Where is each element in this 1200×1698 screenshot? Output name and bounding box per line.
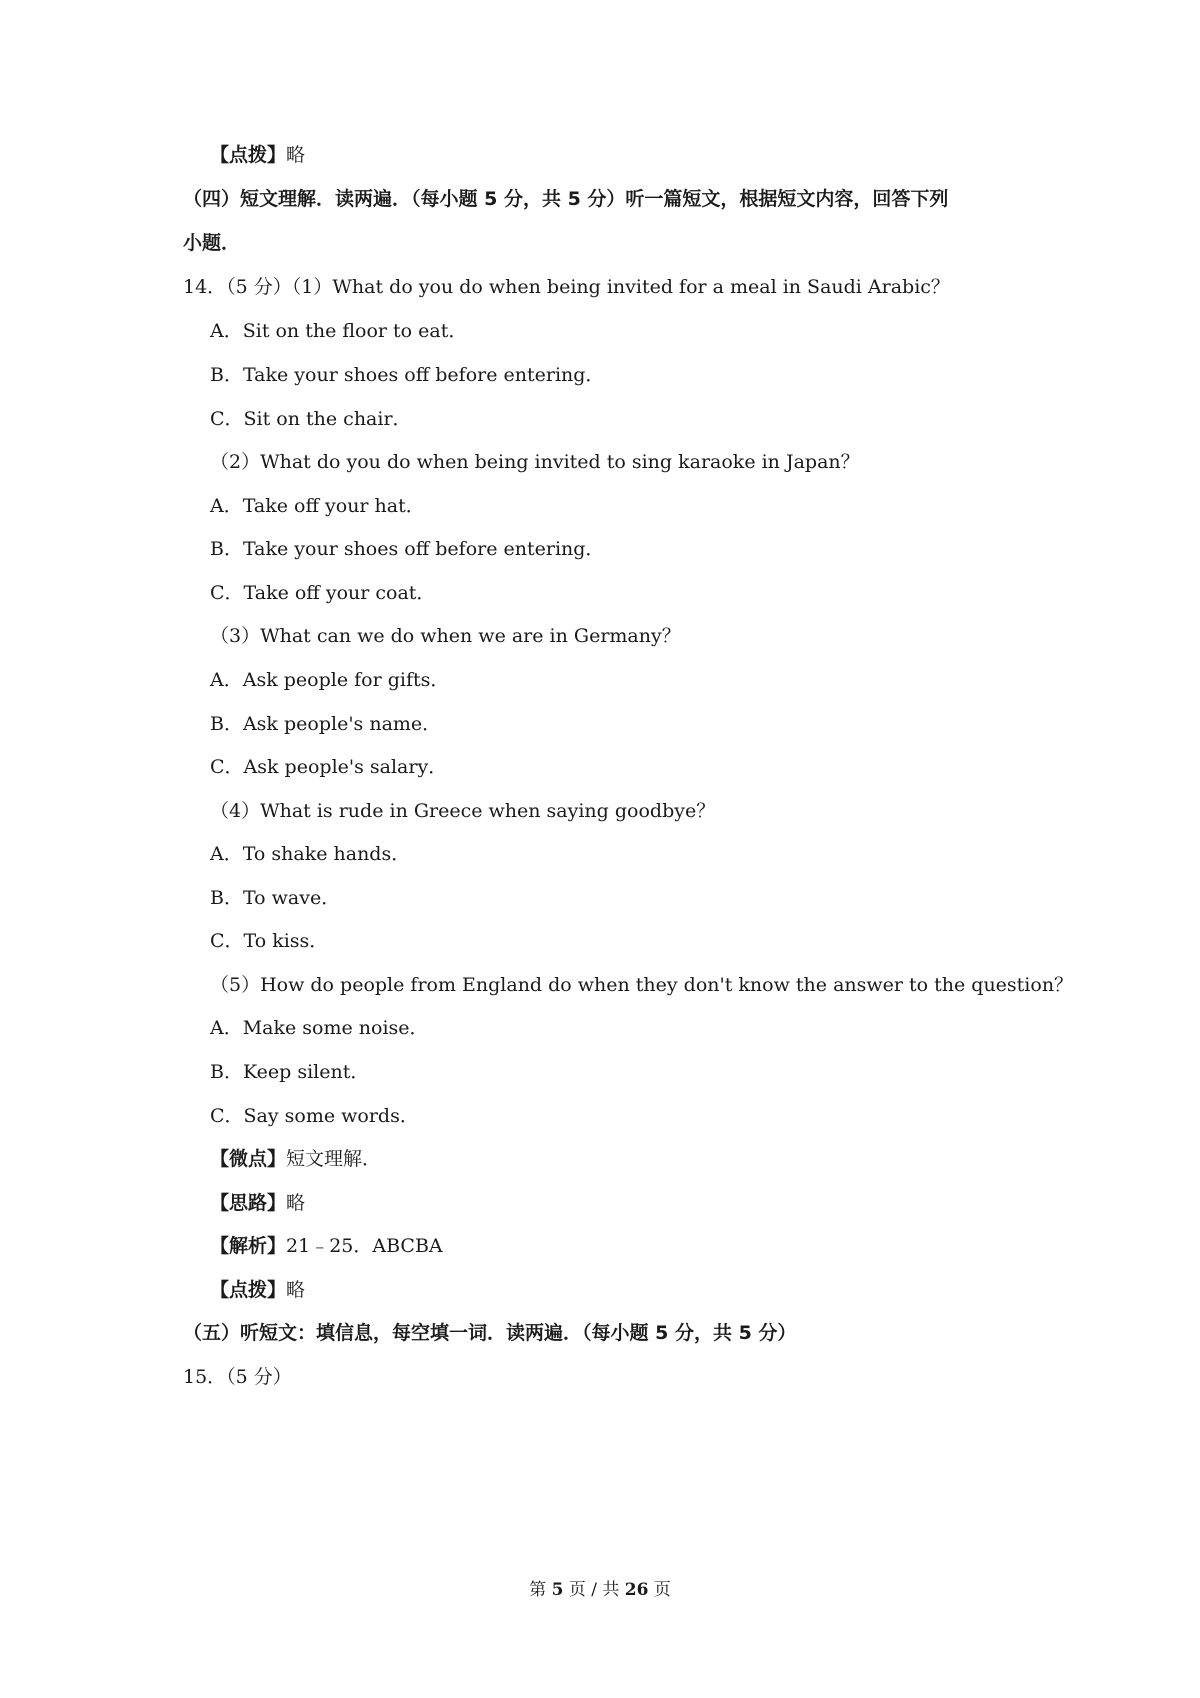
approach-line	[210, 1190, 305, 1216]
sub-question-2: （2）What do you do when being invited to sing karaoke in Japan？	[210, 451, 860, 473]
option-line: B．To wave．	[210, 887, 341, 909]
option-line: B．Take your shoes off before entering．	[210, 538, 605, 560]
line-text: 略	[286, 1279, 306, 1301]
question-14: 14．（5 分）（1）What do you do when being invited for a meal in Saudi Arabic？	[183, 276, 950, 298]
option-line: B．Take your shoes off before entering．	[210, 364, 605, 386]
option-line: B．Ask people's name．	[210, 713, 442, 735]
line-text: 短文理解．	[286, 1148, 382, 1170]
section-four-heading-cont: 小题．	[183, 232, 241, 254]
line-text: 21﹣25．ABCBA	[286, 1235, 443, 1257]
footer-page-number: 5	[551, 1580, 564, 1600]
footer-mid: 页 / 共	[568, 1580, 620, 1600]
line-text: 略	[286, 144, 306, 166]
hint-line-2	[210, 1277, 305, 1303]
option-line: B．Keep silent．	[210, 1061, 370, 1083]
option-line: A．Take off your hat．	[210, 495, 425, 517]
hint-line-1	[210, 142, 305, 168]
footer-prefix: 第	[529, 1580, 547, 1600]
option-line: A．To shake hands．	[210, 843, 411, 865]
question-15: 15．（5 分）	[183, 1366, 292, 1388]
option-line: C．To kiss．	[210, 930, 329, 952]
footer-suffix: 页	[653, 1580, 671, 1600]
sub-question-3: （3）What can we do when we are in Germany？	[210, 625, 681, 647]
section-tag: 【解析】	[210, 1235, 287, 1257]
section-tag: 【点拨】	[210, 144, 287, 166]
line-text: 略	[286, 1192, 306, 1214]
sub-question-4: （4）What is rude in Greece when saying goodbye？	[210, 800, 716, 822]
option-line: C．Take off your coat．	[210, 582, 436, 604]
page-footer	[0, 1578, 1200, 1602]
option-line: C．Say some words．	[210, 1105, 419, 1127]
section-tag: 【点拨】	[210, 1279, 287, 1301]
option-line: C．Ask people's salary．	[210, 756, 448, 778]
section-four-heading: （四）短文理解．读两遍．（每小题 5 分，共 5 分）听一篇短文，根据短文内容，回答下列	[183, 188, 949, 210]
option-line: A．Make some noise．	[210, 1017, 429, 1039]
sub-question-5: （5）How do people from England do when they don't know the answer to the question？	[210, 974, 1074, 996]
option-line: C．Sit on the chair．	[210, 408, 412, 430]
analysis-line	[210, 1233, 443, 1259]
footer-total-pages: 26	[624, 1580, 649, 1600]
option-line: A．Sit on the floor to eat．	[210, 320, 468, 342]
section-five-heading: （五）听短文：填信息，每空填一词．读两遍．（每小题 5 分，共 5 分）	[183, 1322, 797, 1344]
option-line: A．Ask people for gifts．	[210, 669, 450, 691]
key-point-line	[210, 1146, 381, 1172]
section-tag: 【微点】	[210, 1148, 287, 1170]
section-tag: 【思路】	[210, 1192, 287, 1214]
